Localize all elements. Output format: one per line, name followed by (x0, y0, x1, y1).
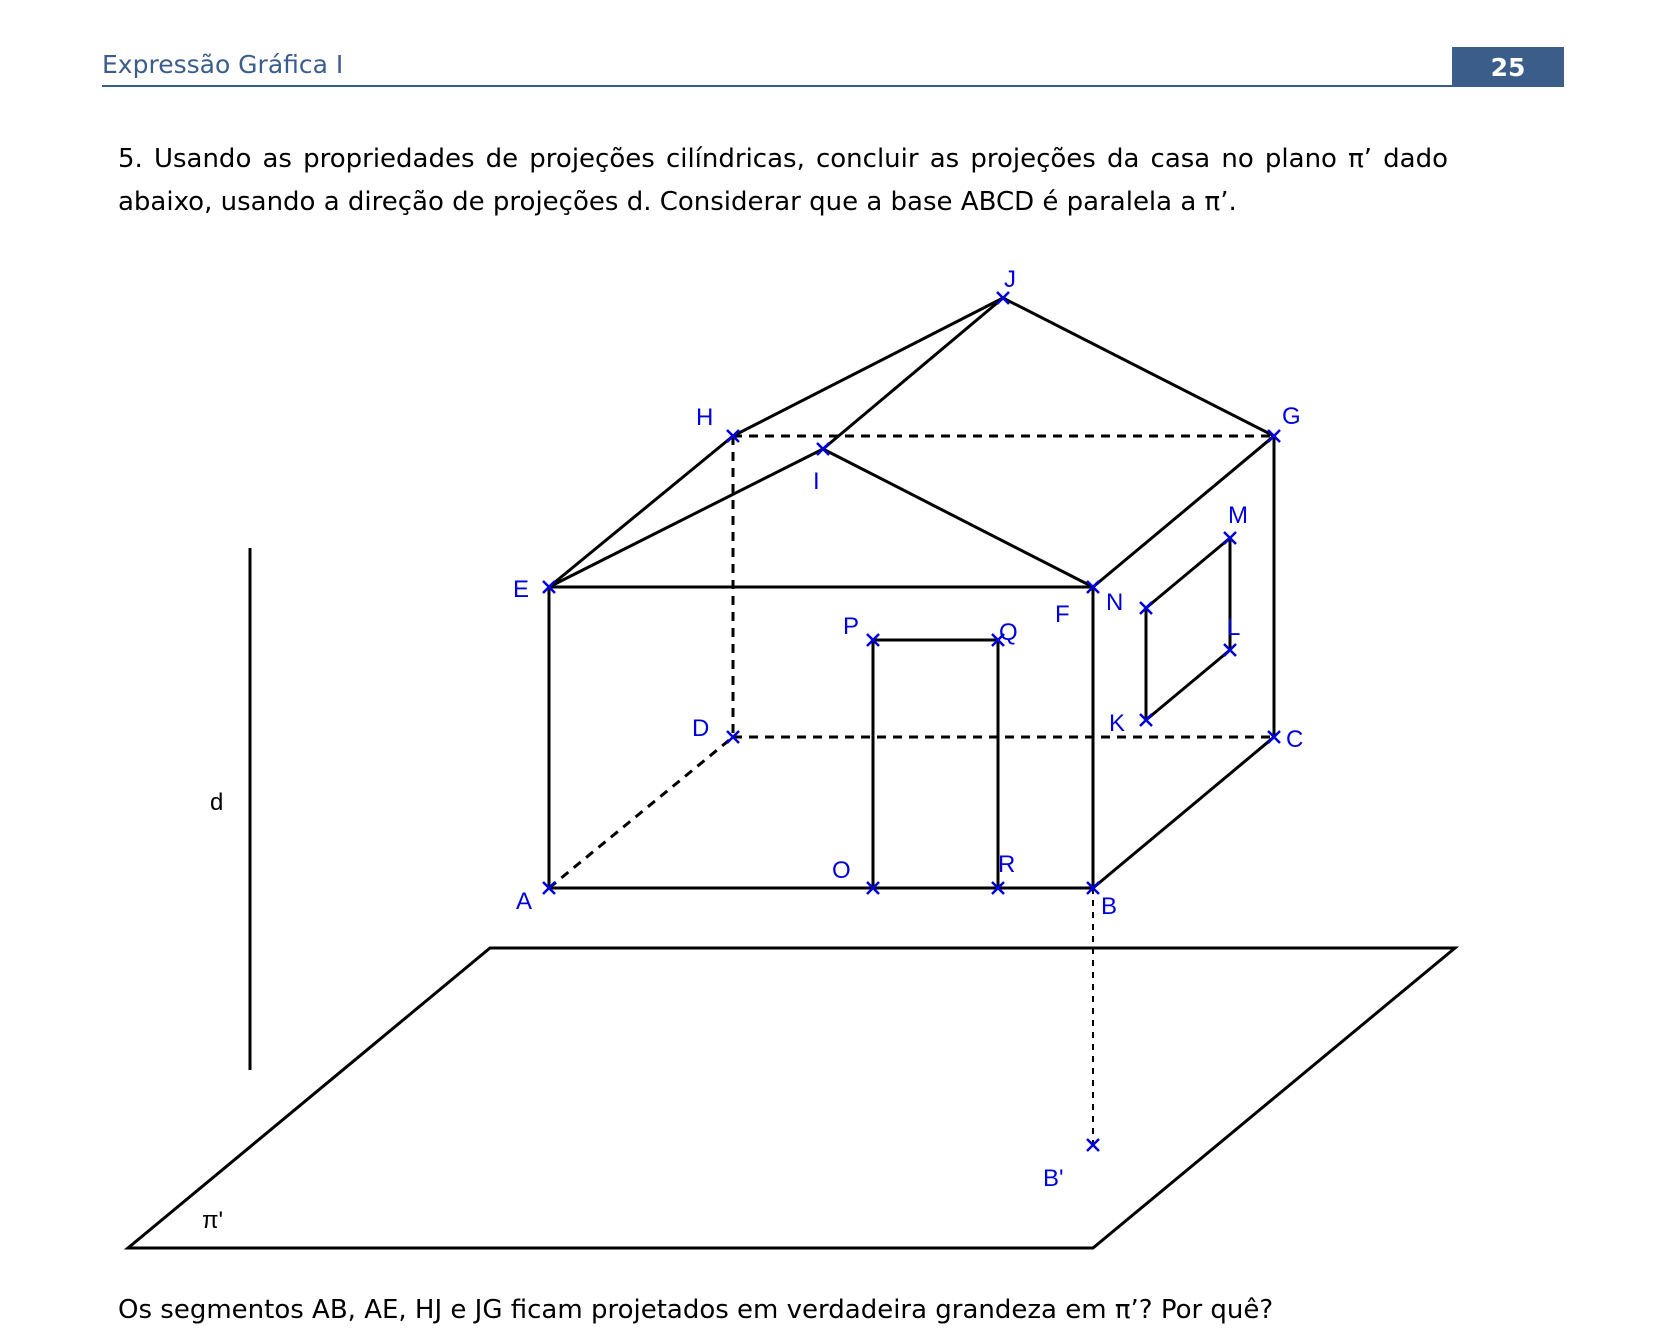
vertex-label-O: O (832, 857, 851, 884)
edge-EI (549, 449, 823, 587)
plane-label: π' (202, 1207, 224, 1234)
hidden-edges (549, 436, 1274, 888)
vertex-label-G: G (1282, 403, 1301, 430)
vertex-label-H: H (696, 404, 714, 431)
projection-plane (128, 948, 1455, 1248)
direction-label: d (210, 789, 224, 816)
edge-IJ (823, 298, 1003, 449)
vertex-label-N: N (1106, 589, 1124, 616)
vertex-markers (543, 292, 1280, 1151)
vertex-label-I: I (813, 468, 820, 495)
page-number-badge: 25 (1452, 47, 1564, 87)
vertex-marker-I (817, 443, 829, 455)
vertex-label-F: F (1055, 601, 1070, 628)
vertex-label-D: D (692, 715, 710, 742)
edge-IF (823, 449, 1093, 587)
vertex-label-A: A (516, 888, 533, 915)
visible-edges (549, 298, 1274, 888)
vertex-label-B-prime: B' (1043, 1165, 1064, 1192)
vertex-label-P: P (843, 613, 860, 640)
edge-BC (1093, 737, 1274, 888)
vertex-label-J: J (1004, 266, 1016, 293)
vertex-marker-J (997, 292, 1009, 304)
exercise-statement: 5. Usando as propriedades de projeções cilíndricas, concluir as projeções da casa no plano π’ dado abaixo, usando a direção de projeções d. Considerar que a base ABCD é paralela a π’. (118, 144, 1448, 217)
vertex-label-B: B (1101, 893, 1118, 920)
document-header-title: Expressão Gráfica I (102, 50, 344, 79)
vertex-label-L: L (1227, 614, 1241, 641)
edge-AD-hidden (549, 737, 733, 888)
vertex-label-R: R (998, 851, 1016, 878)
vertex-label-M: M (1228, 502, 1248, 529)
vertex-label-E: E (513, 576, 530, 603)
edge-JG (1003, 298, 1274, 436)
vertex-label-C: C (1286, 726, 1304, 753)
edge-EH (549, 436, 733, 587)
window-edge-NM (1146, 538, 1230, 608)
question-text: Os segmentos AB, AE, HJ e JG ficam projetados em verdadeira grandeza em π’? Por quê? (118, 1295, 1274, 1325)
edge-HJ (733, 298, 1003, 436)
vertex-label-K: K (1109, 710, 1126, 737)
window-edge-LK (1146, 650, 1230, 720)
vertex-label-Q: Q (999, 619, 1018, 646)
